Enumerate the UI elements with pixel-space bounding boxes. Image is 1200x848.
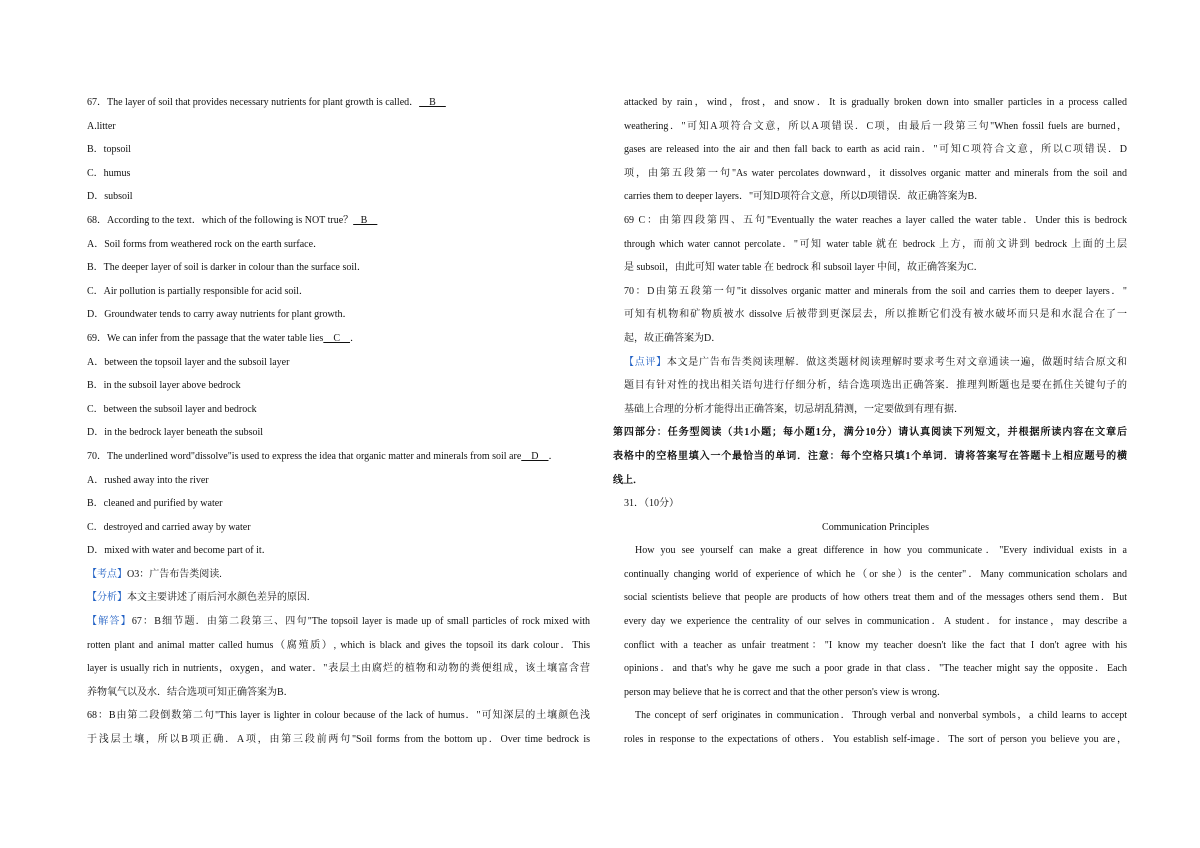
text-line: every day we experience the centrality of our selves in communication．A student．for instance，may describe a [624, 616, 1127, 628]
dianping-tag: 【点评】 [624, 356, 667, 368]
passage-title: Communication Principles [822, 521, 929, 533]
question-31: 31．（10分） [624, 498, 679, 510]
text-line: 70：D由第五段第一句"it dissolves organic matter and minerals from the soil and carries them to deeper layers．" [624, 285, 1127, 297]
option: B．The deeper layer of soil is darker in colour than the surface soil． [87, 262, 367, 274]
part4-heading: 线上． [613, 474, 643, 486]
text-line: 题目有针对性的找出相关语句进行仔细分析，结合选项选出正确答案．推理判断题也是要在抓住关键句子的 [624, 380, 1127, 392]
option: A．between the topsoil layer and the subsoil layer [87, 356, 290, 368]
fenxi-section [87, 586, 590, 610]
question-tail: ． [350, 332, 360, 344]
question-69 [87, 327, 590, 351]
text-line: How you see yourself can make a great difference in how you communicate．"Every individual exists in a [635, 545, 1127, 557]
question-68 [87, 209, 590, 233]
option: C．between the subsoil layer and bedrock [87, 403, 257, 415]
text-line: 68：B由第二段倒数第二句"This layer is lighter in colour because of the lack of humus．"可知深层的土壤颜色浅 [87, 710, 590, 722]
kaodian-text: O3：广告布告类阅读. [127, 568, 222, 580]
option: D．in the bedrock layer beneath the subsoil [87, 427, 264, 439]
text-line: 可知有机物和矿物质被水 dissolve 后被带到更深层去，所以推断它们没有被水破坏而只是和水混合在了一 [624, 309, 1127, 321]
question-70 [87, 445, 590, 469]
text-line: 项，由第五段第一句"As water percolates downward，it dissolves organic matter and minerals from the soil and [624, 167, 1127, 179]
dianping-text: 本文是广告布告类阅读理解．做这类题材阅读理解时要求考生对文章通读一遍，做题时结合原文和 [666, 356, 1127, 368]
text-line: rotten plant and animal matter called humus（腐殖质）, which is black and gives the topsoil its dark colour．This [87, 639, 590, 651]
option: C．humus [87, 167, 131, 179]
dianping-section [624, 351, 1127, 375]
text-line: through which water cannot percolate．"可知 water table 就在 bedrock 上方，而前文讲到 bedrock 上面的土层 [624, 238, 1127, 250]
answer-blank: D [521, 450, 549, 462]
question-stem: 67．The layer of soil that provides necessary nutrients for plant growth is called． [87, 97, 420, 108]
question-stem: 70．The underlined word"dissolve"is used to express the idea that organic matter and minerals from soil are [87, 450, 522, 462]
option: B．in the subsoil layer above bedrock [87, 380, 241, 392]
jieda-tag: 【解答】 [87, 616, 132, 628]
answer-blank: C [323, 332, 350, 344]
answer-blank: B [419, 97, 446, 108]
text-line: roles in response to the expectations of others．You establish self‐image．The sort of person you believe you are， [624, 734, 1127, 746]
text-line: 起，故正确答案为D． [624, 332, 722, 344]
fenxi-tag: 【分析】 [87, 592, 127, 604]
text-line: continually changing world of experience of which he（or she）is the center"．Many communication scholars and [624, 568, 1127, 580]
part4-heading: 第四部分：任务型阅读（共1小题；每小题1分，满分10分）请认真阅读下列短文，并根据所读内容在文章后 [613, 427, 1127, 439]
text-line: opinions．and that's why he gave me such a poor grade in that class．"The teacher might say the opposite．Each [624, 663, 1127, 675]
text-line: conflict with a teacher as unfair treatment："I know my teacher doesn't like the fact that I don't agree with his [624, 639, 1127, 651]
jieda-text: 67：B细节题．由第二段第三、四句"The topsoil layer is made up of small particles of rock mixed with [131, 616, 590, 628]
text-line: carries them to deeper layers．"可知D项符合文意，所以D项错误．故正确答案为B． [624, 191, 985, 203]
answer-blank: B [353, 214, 378, 226]
option: B．cleaned and purified by water [87, 498, 223, 510]
text-line: weathering．"可知A项符合文意，所以A项错误．C项，由最后一段第三句"When fossil fuels are burned， [624, 120, 1127, 132]
option: C．destroyed and carried away by water [87, 521, 251, 533]
question-stem: 68．According to the text．which of the following is NOT true？ [87, 214, 354, 226]
text-line: The concept of serf originates in communication．Through verbal and nonverbal symbols，a child learns to accept [635, 710, 1127, 722]
text-line: layer is usually rich in nutrients，oxygen，and water．"表层土由腐烂的植物和动物的粪便组成，该土壤富含营 [87, 663, 590, 675]
text-line: attacked by rain，wind，frost，and snow．It is gradually broken down into smaller particles in a process called [624, 97, 1127, 108]
kaodian-tag: 【考点】 [87, 568, 127, 580]
text-line: 基础上合理的分析才能得出正确答案，切忌胡乱猜测，一定要做到有理有据． [624, 403, 964, 415]
text-line: person may believe that he is correct and that the other person's view is wrong． [624, 686, 947, 698]
left-column [87, 91, 590, 752]
question-tail: ． [548, 450, 559, 462]
text-line: 69 C：由第四段第四、五句"Eventually the water reaches a layer called the water table．Under this is bedrock [624, 214, 1127, 226]
text-line: social scientists believe that people are products of how others treat them and of the messages others send them．But [624, 592, 1127, 604]
option: D．mixed with water and become part of it． [87, 545, 272, 557]
text-line: 于浅层土壤，所以B项正确．A项，由第三段前两句"Soil forms from the bottom up．Over time bedrock is [87, 734, 590, 746]
jieda-section [87, 610, 590, 634]
fenxi-text: 本文主要讲述了雨后河水颜色差异的原因. [127, 592, 310, 604]
option: C．Air pollution is partially responsible for acid soil． [87, 285, 309, 297]
option: A.litter [87, 120, 116, 132]
kaodian-section [87, 563, 590, 587]
question-67 [87, 91, 590, 115]
text-line: gases are released into the air and then fall back to earth as acid rain．"可知C项符合文意，所以C项错误．D [624, 144, 1127, 156]
option: A．Soil forms from weathered rock on the earth surface． [87, 238, 324, 250]
option: A．rushed away into the river [87, 474, 209, 486]
option: B．topsoil [87, 144, 131, 156]
question-stem: 69．We can infer from the passage that the water table lies [87, 332, 324, 344]
option: D．Groundwater tends to carry away nutrients for plant growth． [87, 309, 353, 321]
part4-heading: 表格中的空格里填入一个最恰当的单词．注意：每个空格只填1个单词．请将答案写在答题卡上相应题号的横 [613, 450, 1127, 462]
option: D．subsoil [87, 191, 133, 203]
right-column [613, 91, 1127, 752]
text-line: 养物氧气以及水．结合选项可知正确答案为B． [87, 686, 294, 698]
text-line: 是 subsoil，由此可知 water table 在 bedrock 和 subsoil layer 中间，故正确答案为C． [624, 262, 984, 274]
